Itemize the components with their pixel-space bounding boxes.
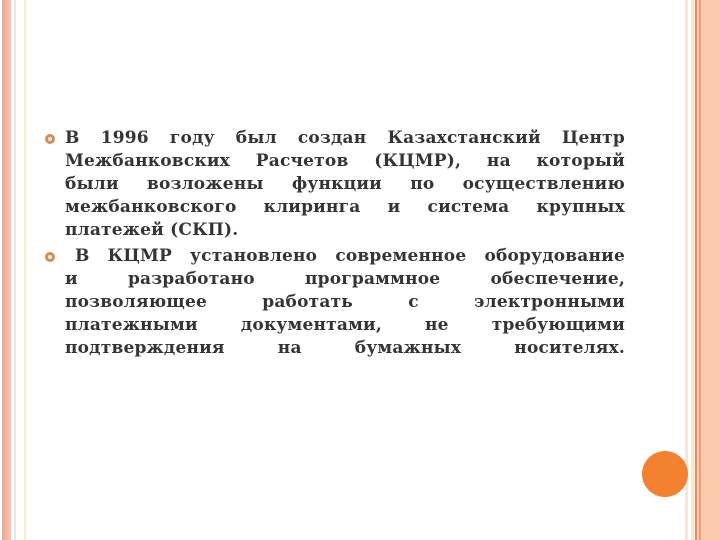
bullet-text xyxy=(65,245,625,360)
text-line: В 1996 году был создан Казахстанский Центр xyxy=(65,128,625,148)
bullet-ring-icon xyxy=(45,134,55,144)
bullet-item xyxy=(45,127,625,242)
text-line: межбанковского клиринга и система крупных xyxy=(65,197,625,217)
text-line: Межбанковских Расчетов (КЦМР), на который xyxy=(65,151,625,171)
left-salmon-stripe xyxy=(2,0,11,540)
left-yellow-line xyxy=(24,0,26,540)
accent-circle xyxy=(642,451,688,497)
text-line: платежными документами, не требующими xyxy=(65,315,625,335)
text-line: В КЦМР установлено современное оборудование xyxy=(75,246,625,266)
right-cream-stripe-1 xyxy=(685,0,688,540)
text-line: платежей (СКП). xyxy=(65,220,239,240)
text-line: позволяющее работать с электронными xyxy=(65,292,625,312)
bullet-item xyxy=(45,245,625,360)
right-peach-band xyxy=(701,0,720,540)
text-line: и разработано программное обеспечение, xyxy=(65,269,625,289)
slide-body xyxy=(45,127,625,360)
left-gray-line xyxy=(14,0,16,540)
bullet-text xyxy=(65,127,625,242)
text-line: были возложены функции по осуществлению xyxy=(65,174,625,194)
text-line: подтверждения на бумажных носителях. xyxy=(65,338,625,358)
bullet-ring-icon xyxy=(45,252,55,262)
